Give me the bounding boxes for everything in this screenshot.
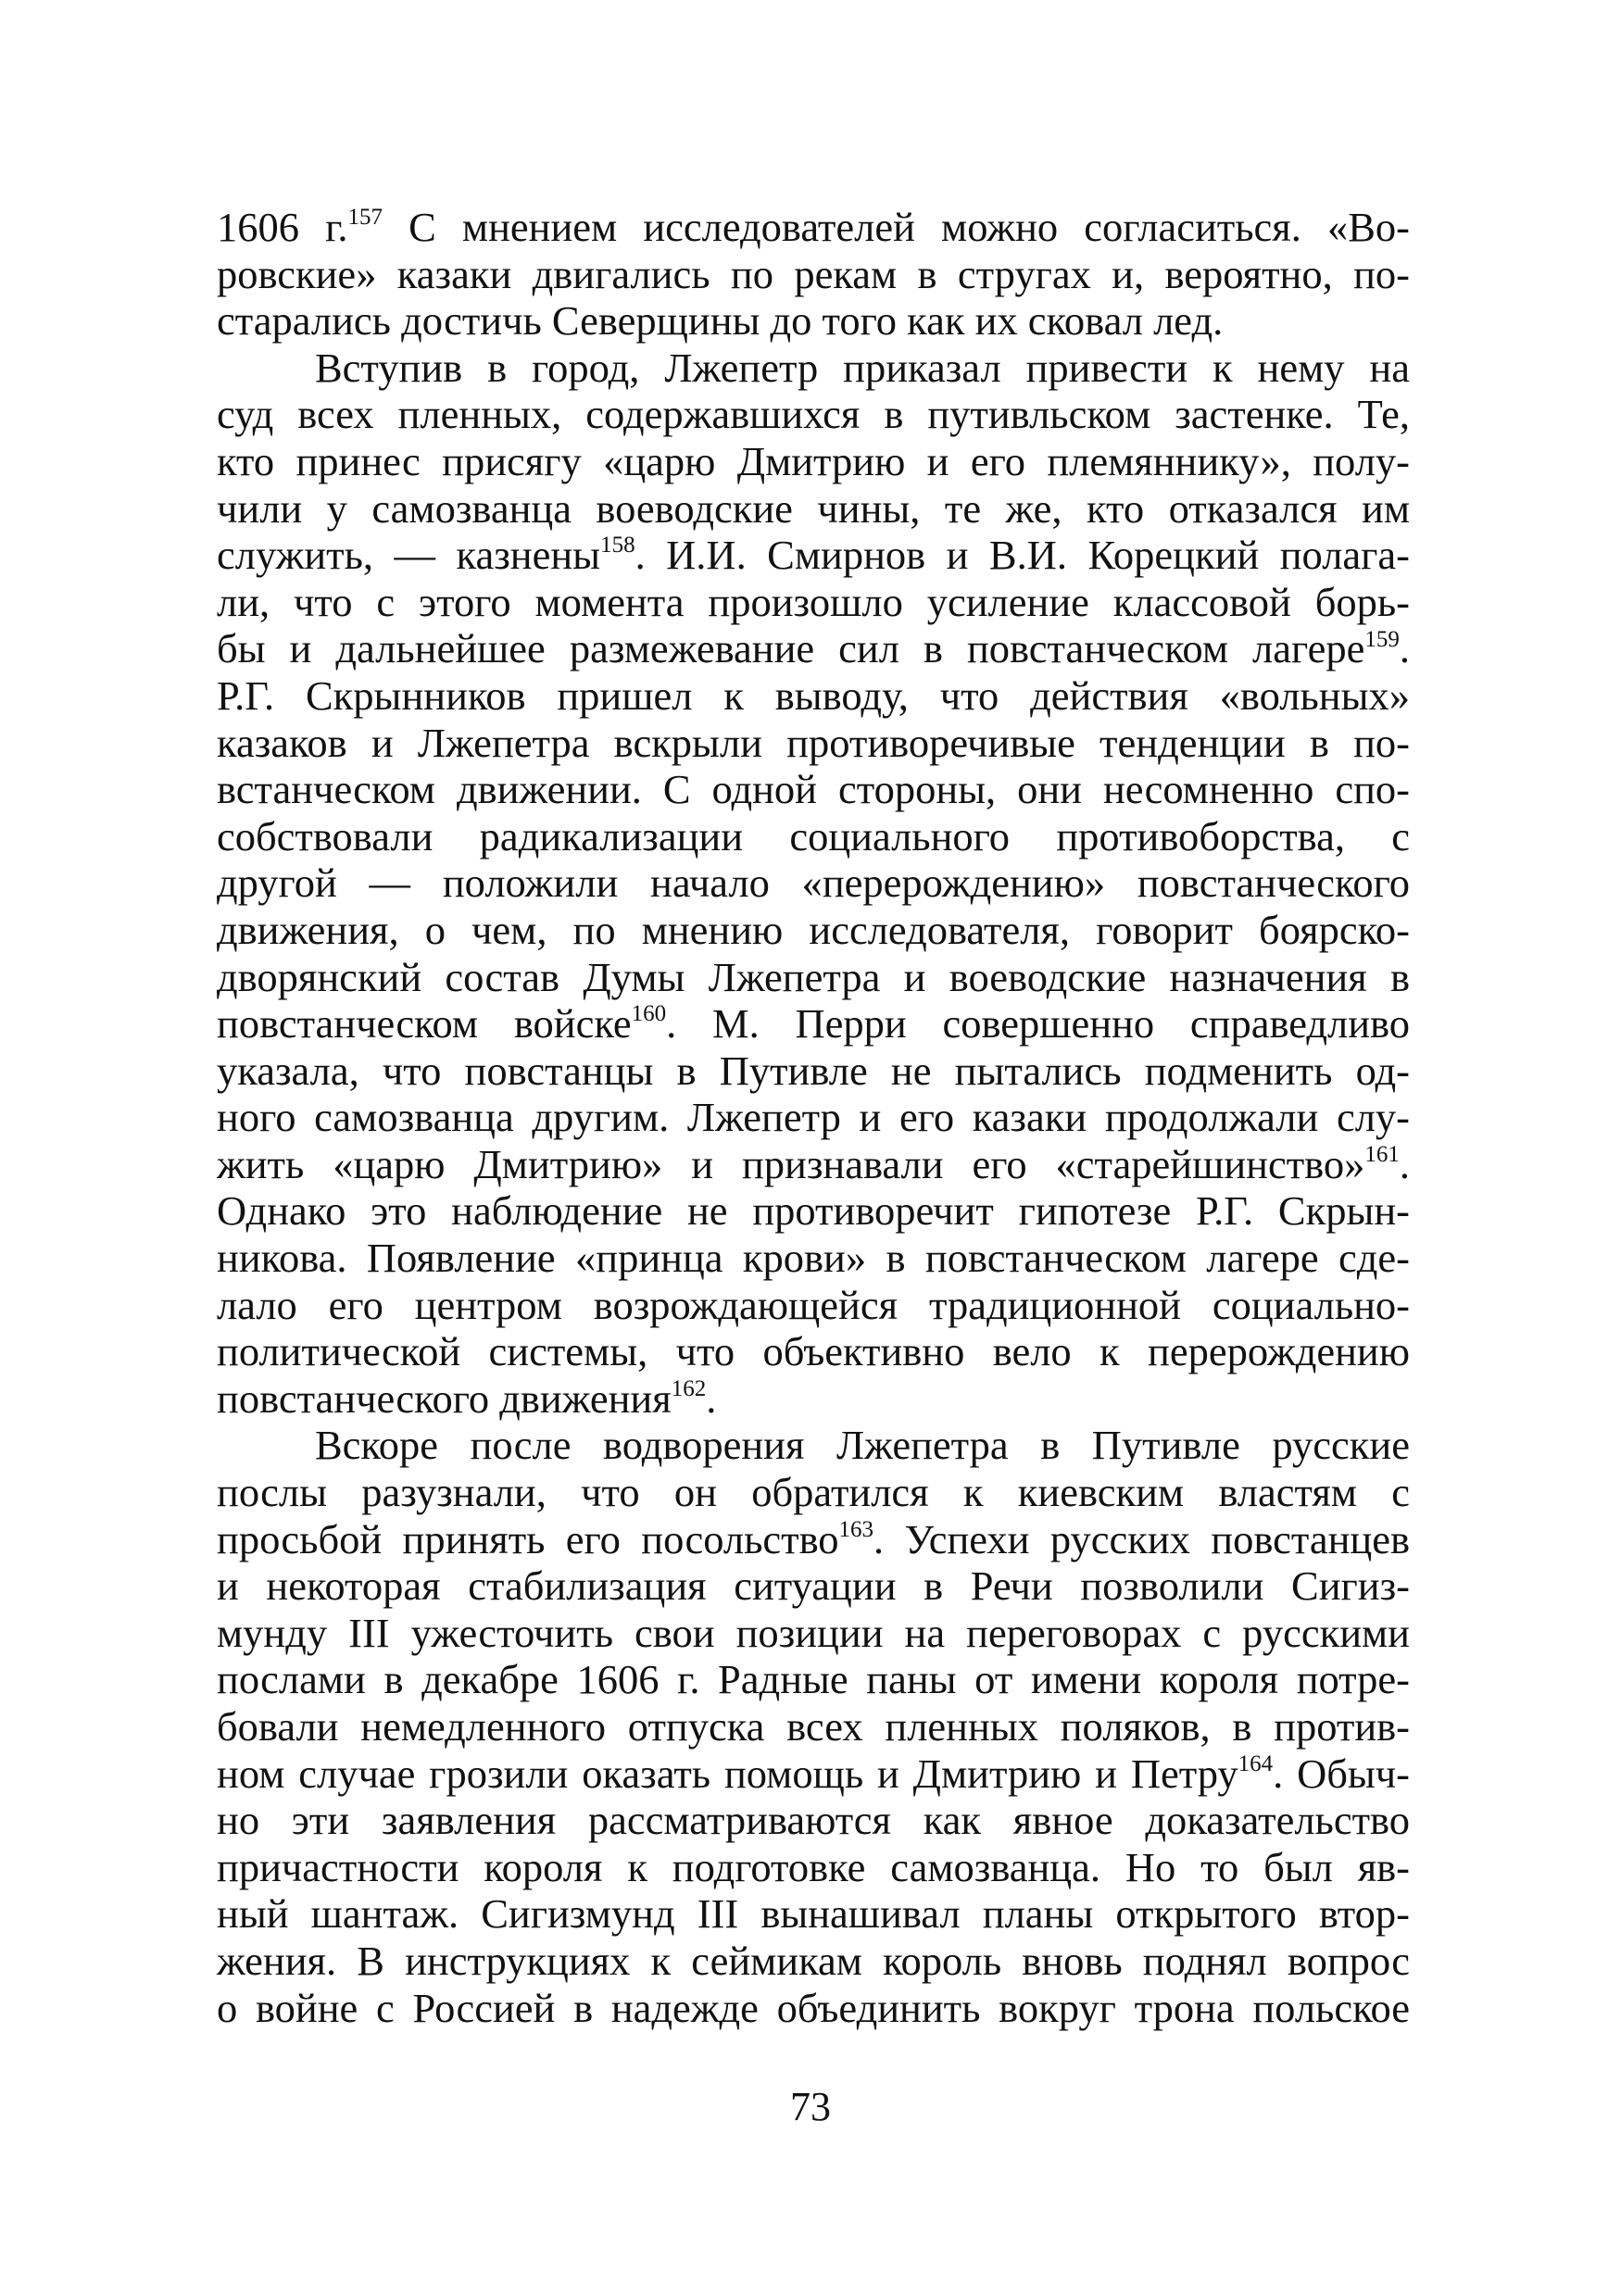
text-line	[217, 1797, 1410, 1844]
text-span: . Обыч-	[1273, 1750, 1410, 1797]
text-span: но эти заявления рассматриваются как явное доказательство	[217, 1797, 1410, 1844]
text-line	[217, 1516, 1410, 1563]
text-line	[217, 1235, 1410, 1282]
text-line	[217, 251, 1410, 298]
text-line	[217, 766, 1410, 813]
footnote-ref: 163	[838, 1516, 874, 1542]
text-span: . М. Перри совершенно справедливо	[666, 1000, 1410, 1048]
text-line	[217, 1938, 1410, 1985]
paragraph	[217, 345, 1410, 1423]
text-span: бы и дальнейшее размежевание сил в повстанческом лагере	[217, 625, 1365, 672]
text-line	[217, 859, 1410, 907]
text-span: повстанческого движения	[217, 1374, 672, 1422]
text-line	[217, 1750, 1410, 1798]
text-span: политической системы, что объективно вело к перерождению	[217, 1328, 1410, 1375]
text-span: ли, что с этого момента произошло усиление классовой борь-	[217, 578, 1410, 625]
text-line	[217, 1422, 1410, 1469]
text-span: никова. Появление «принца крови» в повстанческом лагере сде-	[217, 1235, 1410, 1282]
text-span: указала, что повстанцы в Путивле не пытались подменить од-	[217, 1047, 1410, 1094]
text-line	[217, 485, 1410, 533]
text-span: .	[706, 1374, 717, 1422]
paragraph	[217, 204, 1410, 345]
text-span: .	[1399, 1140, 1410, 1187]
footnote-ref: 162	[671, 1376, 707, 1402]
text-line	[217, 1375, 1410, 1423]
text-span: послами в декабре 1606 г. Радные паны от имени короля потре-	[217, 1656, 1410, 1703]
footnote-ref: 159	[1364, 626, 1400, 652]
text-span: Р.Г. Скрынников пришел к выводу, что действия «вольных»	[217, 671, 1410, 719]
text-span: старались достичь Северщины до того как их сковал лед.	[217, 297, 1224, 345]
text-span: другой — положили начало «перерождению» повстанческого	[217, 859, 1410, 907]
text-span: Вскоре после водворения Лжепетра в Путивле русские	[315, 1422, 1410, 1469]
text-line	[217, 1469, 1410, 1516]
text-line	[217, 907, 1410, 954]
footnote-ref: 158	[600, 533, 635, 558]
text-span: мунду III ужесточить свои позиции на переговорах с русскими	[217, 1609, 1410, 1656]
text-line	[217, 579, 1410, 626]
text-span: собствовали радикализации социального противоборства, с	[217, 812, 1410, 859]
text-span: ровские» казаки двигались по рекам в стругах и, вероятно, по-	[217, 250, 1410, 297]
text-span: движения, о чем, по мнению исследователя, говорит боярско-	[217, 906, 1410, 953]
text-line	[217, 1562, 1410, 1610]
text-span: жения. В инструкциях к сеймикам король вновь поднял вопрос	[217, 1937, 1410, 1984]
text-line	[217, 1328, 1410, 1375]
footnote-ref: 161	[1364, 1142, 1400, 1168]
body-text	[217, 204, 1410, 2031]
text-span: причастности короля к подготовке самозванца. Но то был яв-	[217, 1843, 1410, 1890]
text-span: . Успехи русских повстанцев	[873, 1515, 1410, 1562]
text-span: ного самозванца другим. Лжепетр и его казаки продолжали слу-	[217, 1094, 1410, 1141]
text-span: послы разузнали, что он обратился к киевским властям с	[217, 1469, 1410, 1516]
text-span: кто принес присягу «царю Дмитрию и его племяннику», полу-	[217, 437, 1410, 484]
text-line	[217, 954, 1410, 1001]
text-line	[217, 1094, 1410, 1141]
text-span: повстанческом войске	[217, 1000, 632, 1048]
text-span: казаков и Лжепетра вскрыли противоречивые тенденции в по-	[217, 719, 1410, 766]
footnote-ref: 160	[631, 1001, 667, 1027]
text-span: дворянский состав Думы Лжепетра и воеводские назначения в	[217, 953, 1410, 1000]
text-span: служить, — казнены	[217, 532, 601, 579]
text-span: Однако это наблюдение не противоречит гипотезе Р.Г. Скрын-	[217, 1187, 1410, 1235]
text-line	[217, 1141, 1410, 1188]
text-span: бовали немедленного отпуска всех пленных поляков, в против-	[217, 1703, 1410, 1750]
text-line	[217, 813, 1410, 860]
text-line	[217, 625, 1410, 672]
text-line	[217, 1000, 1410, 1048]
text-line	[217, 345, 1410, 392]
text-line	[217, 1610, 1410, 1657]
text-span: 1606 г.	[217, 204, 348, 250]
text-line	[217, 672, 1410, 720]
text-span: о войне с Россией в надежде объединить вокруг трона польское	[217, 1984, 1410, 2031]
footnote-ref: 157	[347, 205, 383, 231]
text-line	[217, 1703, 1410, 1750]
text-span: встанческом движении. С одной стороны, они несомненно спо-	[217, 766, 1410, 813]
footnote-ref: 164	[1238, 1750, 1274, 1776]
text-span: чили у самозванца воеводские чины, те же, кто отказался им	[217, 484, 1410, 532]
text-span: лало его центром возрождающейся традиционной социально-	[217, 1281, 1410, 1328]
text-span: ный шантаж. Сигизмунд III вынашивал планы открытого втор-	[217, 1890, 1410, 1938]
text-line	[217, 297, 1410, 345]
text-line	[217, 1844, 1410, 1891]
text-line	[217, 1282, 1410, 1329]
text-span: жить «царю Дмитрию» и признавали его «старейшинство»	[217, 1140, 1365, 1187]
text-line	[217, 391, 1410, 438]
text-span: ном случае грозили оказать помощь и Дмитрию и Петру	[217, 1750, 1238, 1797]
text-span: и некоторая стабилизация ситуации в Речи позволили Сигиз-	[217, 1562, 1410, 1610]
text-line	[217, 1187, 1410, 1235]
text-span: С мнением исследователей можно согласиться. «Во-	[383, 204, 1410, 250]
text-line	[217, 204, 1410, 251]
text-span: Вступив в город, Лжепетр приказал привести к нему на	[315, 344, 1410, 391]
text-line	[217, 1890, 1410, 1938]
text-line	[217, 532, 1410, 579]
page-number: 73	[790, 2084, 831, 2129]
text-span: . И.И. Смирнов и В.И. Корецкий полага-	[635, 532, 1410, 579]
text-span: суд всех пленных, содержавшихся в путивльском застенке. Те,	[217, 391, 1410, 438]
text-line	[217, 1048, 1410, 1095]
text-line	[217, 720, 1410, 767]
text-span: .	[1399, 625, 1410, 672]
text-line	[217, 438, 1410, 485]
text-line	[217, 1985, 1410, 2032]
text-line	[217, 1656, 1410, 1703]
paragraph	[217, 1422, 1410, 2031]
text-span: просьбой принять его посольство	[217, 1515, 839, 1562]
